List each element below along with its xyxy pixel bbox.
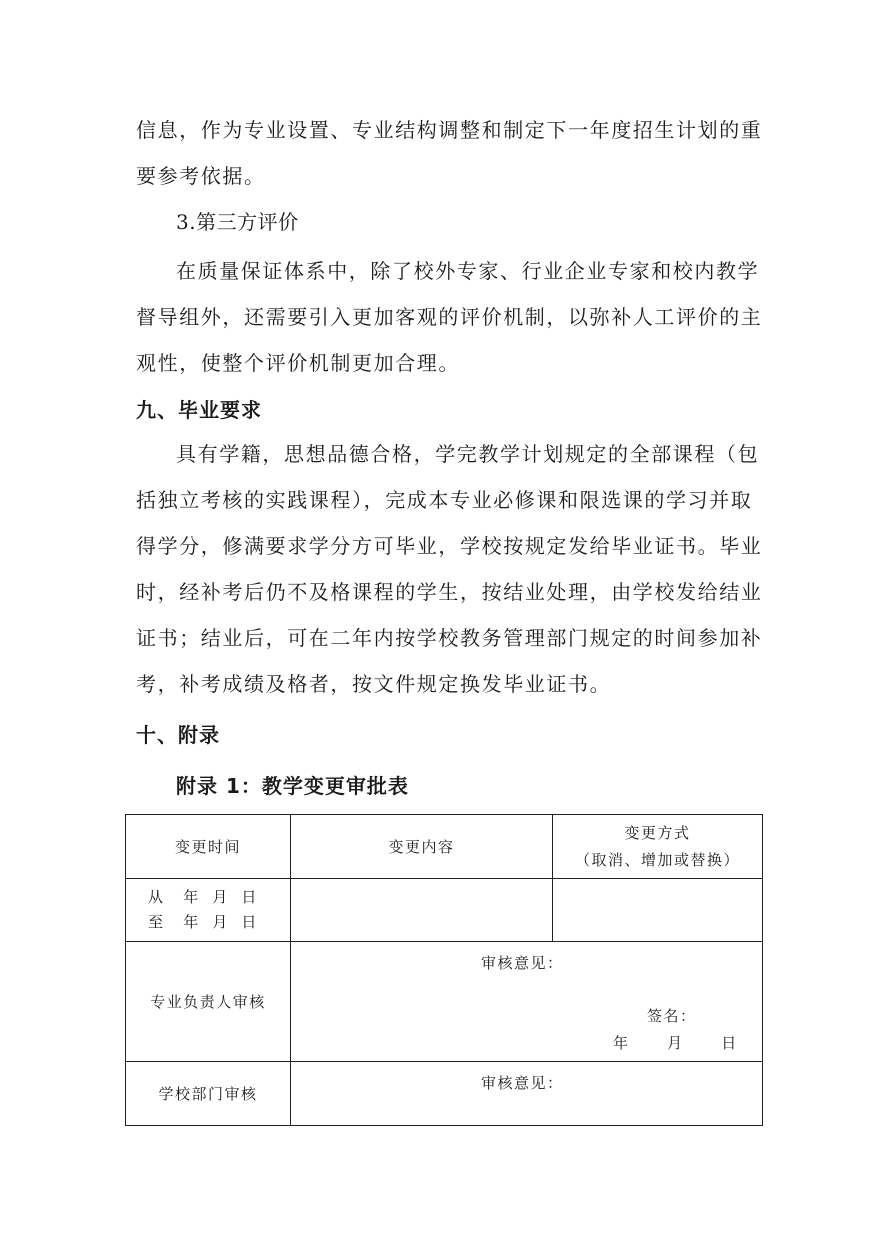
header-change-method-title: 变更方式 [624,823,691,842]
header-change-time: 变更时间 [126,815,291,879]
school-review-label: 学校部门审核 [126,1062,291,1126]
review-opinion-label: 审核意见： [481,954,564,972]
date-from: 从 年 月 日 [148,888,258,906]
paragraph-line: 信息，作为专业设置、专业结构调整和制定下一年度招生计划的重 [136,118,763,142]
paragraph-line: 要参考依据。 [136,164,266,188]
major-review-cell[interactable] [291,942,763,1062]
major-review-row [126,942,763,1062]
paragraph-line: 观性，使整个评价机制更加合理。 [136,351,460,375]
paragraph-line: 时，经补考后仍不及格课程的学生，按结业处理，由学校发给结业 [136,580,763,604]
change-method-cell[interactable] [553,879,763,942]
paragraph-line: 证书；结业后，可在二年内按学校教务管理部门规定的时间参加补 [136,626,763,650]
section-9-heading: 九、毕业要求 [136,398,262,422]
change-time-cell [126,879,291,942]
review-date-label: 年 月 日 [613,1034,738,1052]
header-change-method-options: （取消、增加或替换） [574,850,740,869]
paragraph-line: 在质量保证体系中，除了校外专家、行业企业专家和校内教学 [176,259,760,283]
signature-label: 签名： [647,1007,697,1025]
paragraph-line: 督导组外，还需要引入更加客观的评价机制，以弥补人工评价的主 [136,305,763,329]
major-review-label: 专业负责人审核 [126,942,291,1062]
school-review-cell[interactable] [291,1062,763,1126]
appendix-1-title: 附录 1：教学变更审批表 [176,774,409,798]
date-to: 至 年 月 日 [148,913,258,931]
header-change-method [553,815,763,879]
section-10-heading: 十、附录 [136,723,220,747]
table-date-row [126,879,763,942]
item-3-title: 3.第三方评价 [176,210,299,234]
change-approval-table [125,814,763,1126]
school-review-row [126,1062,763,1126]
paragraph-line: 得学分，修满要求学分方可毕业，学校按规定发给毕业证书。毕业 [136,534,763,558]
table-header-row [126,815,763,879]
change-content-cell[interactable] [291,879,553,942]
header-change-content: 变更内容 [291,815,553,879]
paragraph-line: 括独立考核的实践课程），完成本专业必修课和限选课的学习并取 [136,488,753,512]
paragraph-line: 具有学籍，思想品德合格，学完教学计划规定的全部课程（包 [176,442,760,466]
paragraph-line: 考，补考成绩及格者，按文件规定换发毕业证书。 [136,672,612,696]
review-opinion-label: 审核意见： [481,1074,564,1092]
